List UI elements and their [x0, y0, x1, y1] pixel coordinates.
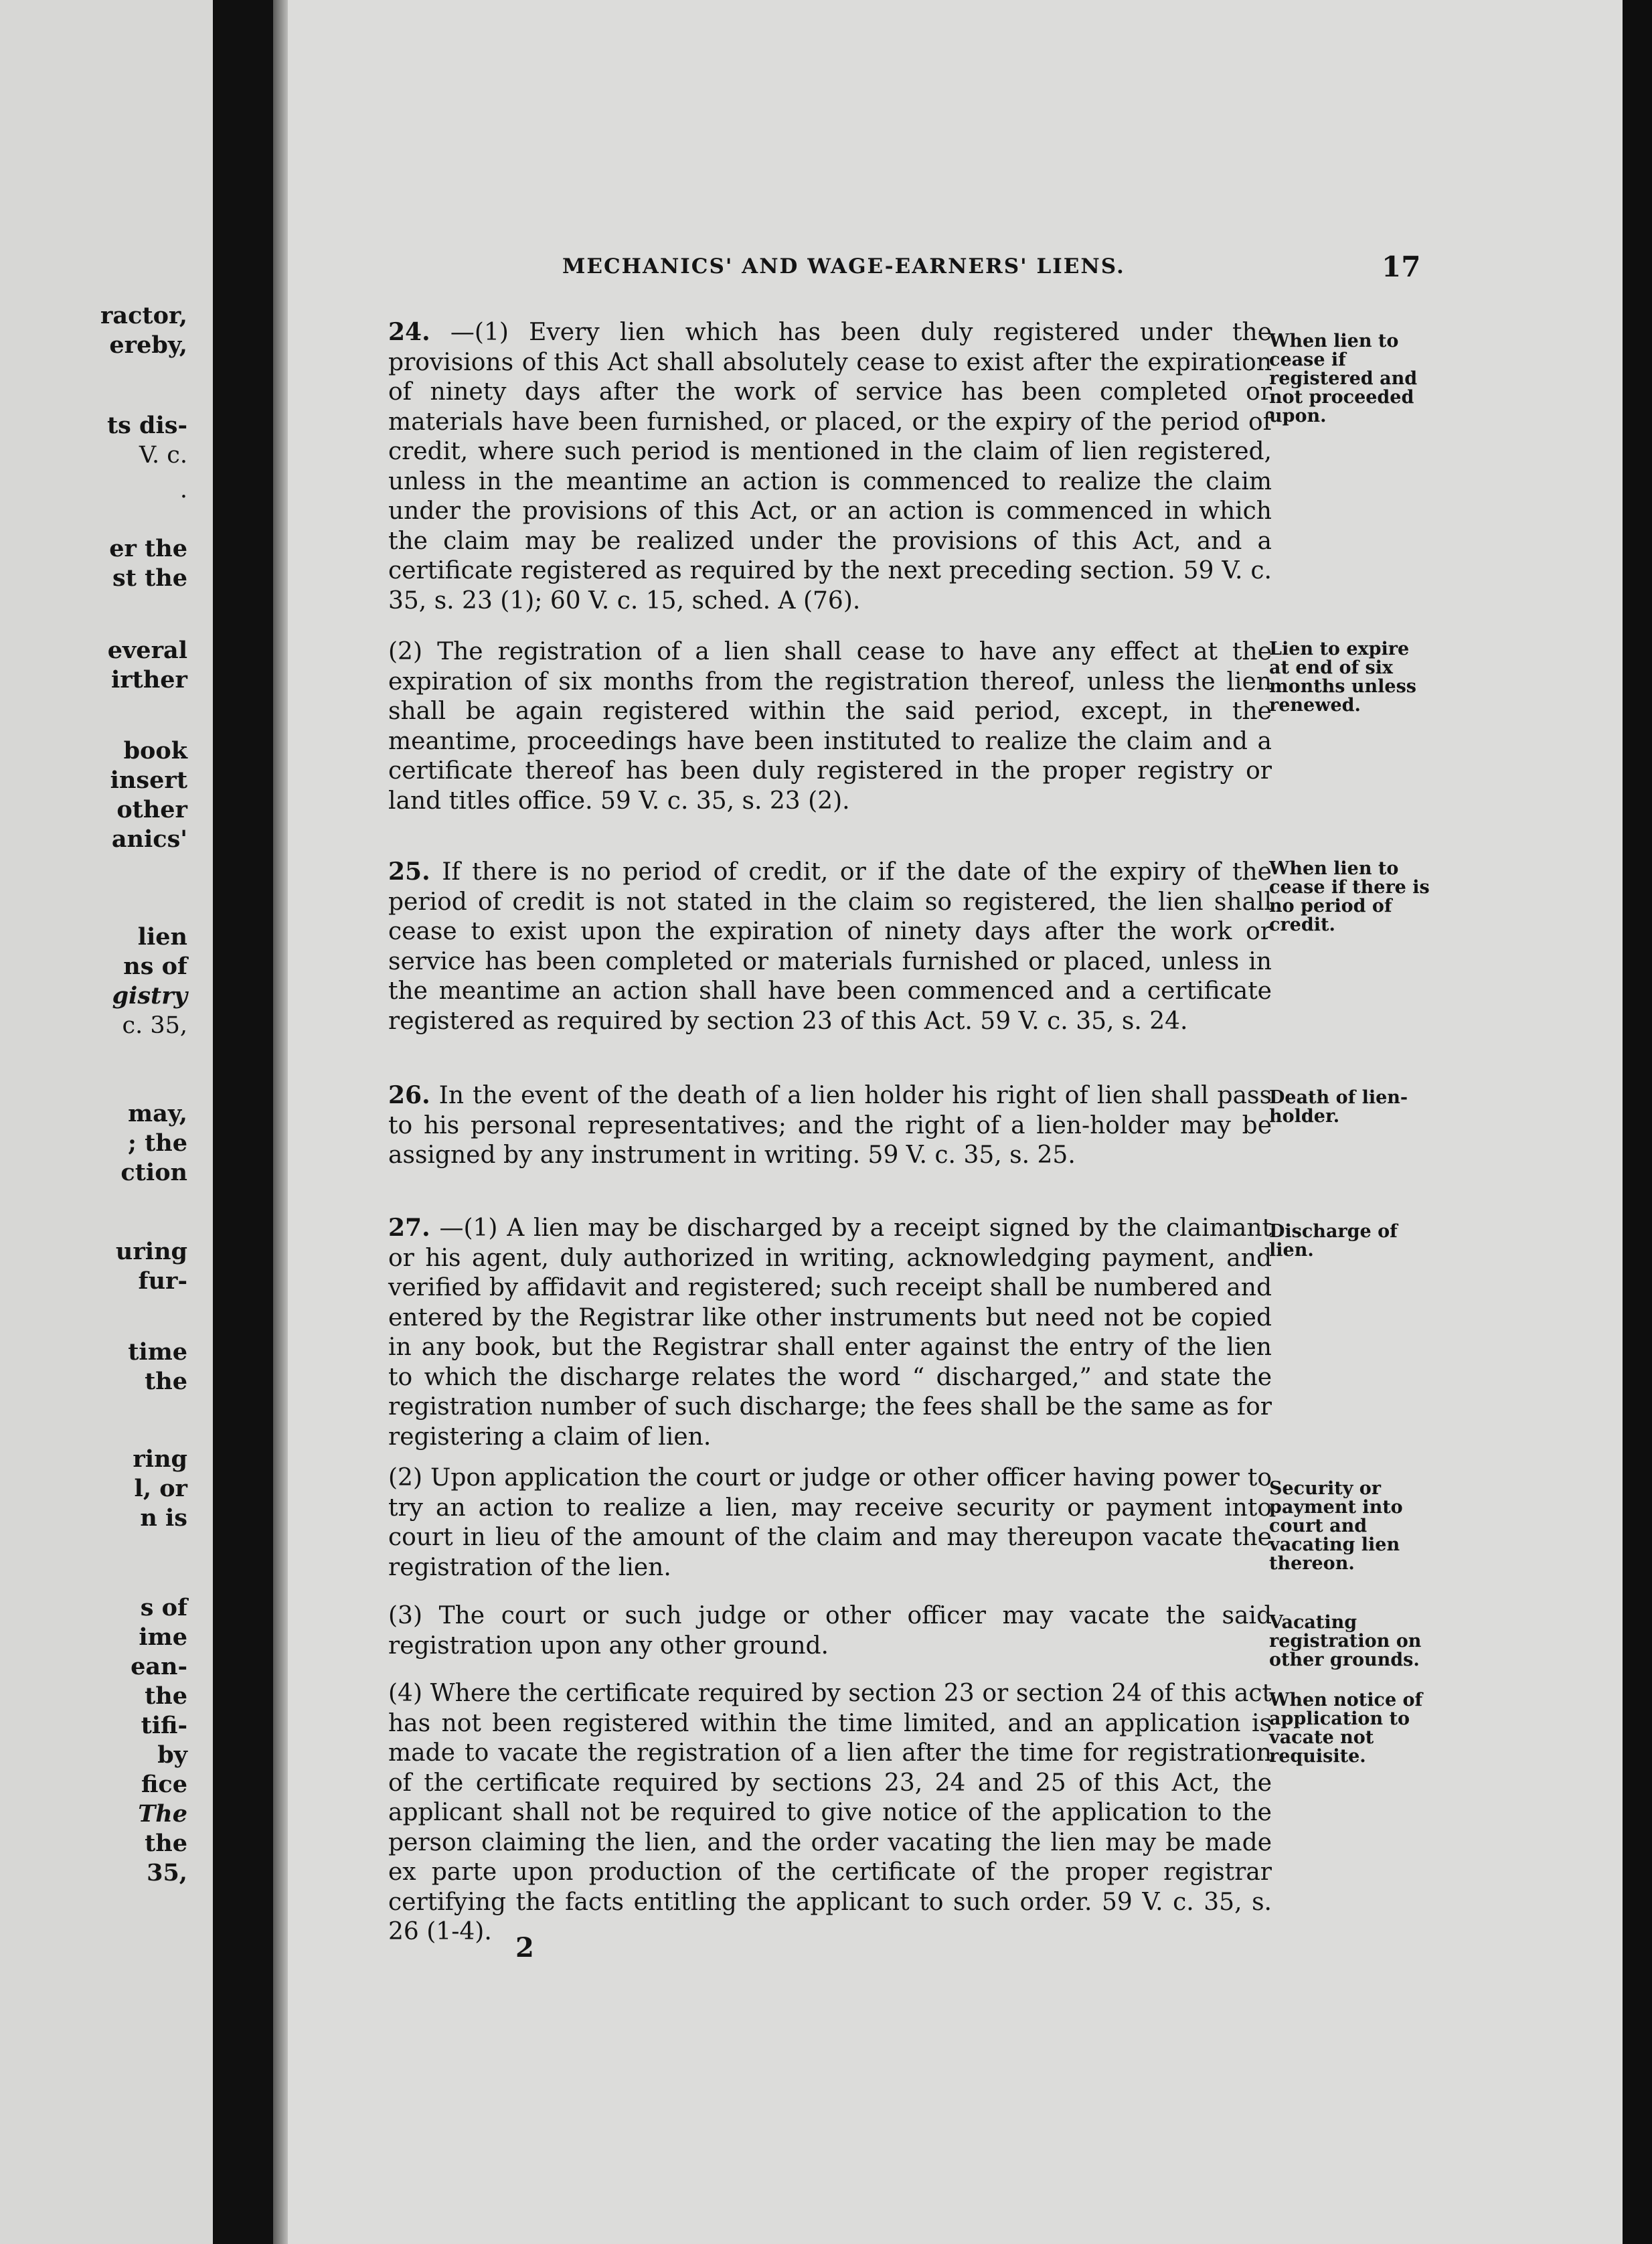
book-spine: [213, 0, 273, 2244]
section-text: If there is no period of credit, or if the date of the expiry of the period of credit is not stated in the claim so registered, the lien shall cease to exist upon the expiration of ninety days after the work or service has been completed or materials furnished or placed, unless in the meantime an action shall have been commenced and a certificate registered as required by section 23 of this Act. 59 V. c. 35, s. 24.: [388, 858, 1272, 1035]
page-gutter: [273, 0, 288, 2244]
left-fragment: other: [116, 796, 187, 823]
section-text: In the event of the death of a lien holder his right of lien shall pass to his personal representatives; and the right of a lien-holder may be assigned by any instrument in writing. 59 V. c. 35, s. 25.: [388, 1082, 1272, 1169]
marginal-note: When notice of application to vacate not requisite.: [1269, 1690, 1423, 1767]
left-fragment: The: [138, 1800, 187, 1828]
marginal-note: When lien to cease if there is no period of credit.: [1269, 858, 1430, 935]
left-fragment: time: [128, 1338, 187, 1366]
marginal-note: Vacating registration on other grounds.: [1269, 1612, 1422, 1670]
left-fragment: ns of: [123, 953, 187, 980]
section-text: —(1) Every lien which has been duly registered under the provisions of this Act shall absolutely cease to exist after the expiration of ninety days after the work of service has been completed or materials have been furnished, or placed, or the expiry of the period of credit, where such period is mentioned in the claim of lien registered, unless in the meantime an action is commenced to realize the claim under the provisions of this Act, or an action is commenced in which the claim may be realized under the provisions of this Act, and a certificate registered as required by the next preceding section. 59 V. c. 35, s. 23 (1); 60 V. c. 15, sched. A (76).: [388, 319, 1272, 615]
section-text: (4) Where the certificate required by section 23 or section 24 of this act has not been registered within the time limited, and an application is made to vacate the registration of a lien after the time for registration of the certificate required by sections 23, 24 and 25 of this Act, the applicant shall not be required to give notice of the application to the person claiming the lien, and the order vacating the lien may be made ex parte upon production of the certificate of the proper registrar certifying the facts entitling the applicant to such order. 59 V. c. 35, s. 26 (1-4).: [388, 1680, 1272, 1945]
running-head: MECHANICS' AND WAGE-EARNERS' LIENS.: [562, 254, 1125, 278]
left-fragment: c. 35,: [122, 1012, 187, 1039]
left-fragment: the: [145, 1682, 187, 1710]
left-fragment: by: [157, 1741, 187, 1769]
left-fragment: tifi-: [141, 1712, 187, 1739]
left-fragment: insert: [110, 767, 187, 794]
section-24-2: [388, 637, 1272, 816]
section-27-1: [388, 1213, 1272, 1452]
marginal-note: Lien to expire at end of six months unless renewed.: [1269, 639, 1417, 716]
section-25: [388, 857, 1272, 1036]
left-fragment: fice: [141, 1771, 187, 1798]
left-fragment: ime: [139, 1623, 187, 1651]
left-fragment: ereby,: [109, 331, 187, 359]
left-fragment: V. c.: [139, 442, 187, 469]
left-fragment: .: [179, 477, 187, 503]
section-27-4: [388, 1679, 1272, 1947]
left-fragment: everal: [107, 637, 187, 664]
section-27-3: [388, 1601, 1272, 1661]
section-number: 24.: [388, 318, 430, 346]
section-number: 26.: [388, 1081, 430, 1109]
left-fragment: ts dis-: [106, 412, 187, 439]
left-fragment: lien: [137, 923, 187, 951]
signature-mark: 2: [515, 1932, 534, 1964]
marginal-note: Security or payment into court and vacating lien thereon.: [1269, 1478, 1403, 1574]
left-fragment: anics': [111, 825, 187, 853]
left-fragment: ractor,: [100, 302, 187, 329]
left-fragment: ction: [120, 1159, 187, 1186]
left-fragment: gistry: [112, 982, 187, 1010]
left-fragment: ring: [133, 1445, 187, 1473]
section-text: (3) The court or such judge or other officer may vacate the said registration upon any other ground.: [388, 1602, 1272, 1660]
left-fragment: fur-: [138, 1267, 187, 1295]
section-number: 27.: [388, 1214, 430, 1242]
left-fragment: irther: [110, 666, 187, 694]
marginal-note: When lien to cease if registered and not proceeded upon.: [1269, 331, 1418, 426]
section-text: (2) Upon application the court or judge or other officer having power to try an action to realize a lien, may receive security or payment into court in lieu of the amount of the claim and may thereupon vacate the registration of the lien.: [388, 1464, 1272, 1581]
left-fragment: may,: [128, 1100, 187, 1127]
left-fragment: er the: [109, 535, 187, 562]
section-24-1: [388, 317, 1272, 616]
left-fragment: st the: [112, 564, 187, 592]
left-fragment: s of: [140, 1594, 187, 1621]
left-fragment: the: [145, 1368, 187, 1395]
section-text: (2) The registration of a lien shall cease to have any effect at the expiration of six months from the registration thereof, unless the lien shall be again registered within the said period, except, in the meantime, proceedings have been instituted to realize the claim and a certificate thereof has been duly registered in the proper registry or land titles office. 59 V. c. 35, s. 23 (2).: [388, 638, 1272, 815]
marginal-note: Discharge of lien.: [1269, 1221, 1398, 1261]
marginal-note: Death of lien-holder.: [1269, 1087, 1408, 1127]
left-page: [0, 0, 213, 2244]
section-26: [388, 1080, 1272, 1171]
section-number: 25.: [388, 858, 430, 886]
section-27-2: [388, 1463, 1272, 1583]
left-fragment: uring: [115, 1238, 187, 1265]
left-fragment: ean-: [131, 1653, 187, 1680]
left-fragment: the: [145, 1830, 187, 1857]
left-fragment: l, or: [134, 1475, 187, 1502]
scan-border: [1623, 0, 1652, 2244]
left-fragment: book: [123, 737, 187, 765]
section-text: —(1) A lien may be discharged by a receipt signed by the claimant or his agent, duly authorized in writing, acknowledging payment, and verified by affidavit and registered; such receipt shall be numbered and entered by the Registrar like other instruments but need not be copied in any book, but the Registrar shall enter against the entry of the lien to which the discharge relates the word “ discharged,” and state the registration number of such discharge; the fees shall be the same as for registering a claim of lien.: [388, 1214, 1272, 1451]
left-fragment: ; the: [128, 1129, 187, 1157]
left-fragment: 35,: [147, 1859, 187, 1887]
page-number: 17: [1382, 250, 1421, 283]
left-fragment: n is: [140, 1504, 187, 1532]
